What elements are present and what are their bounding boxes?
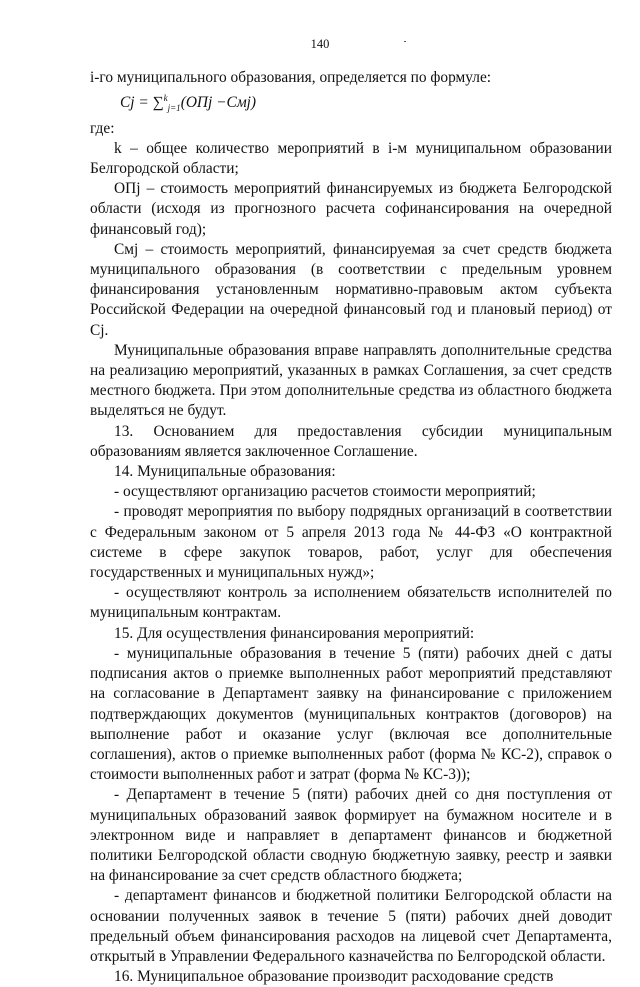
paragraph: 15. Для осуществления финансирования мероприятий:	[114, 624, 475, 642]
paragraph: ОПj – стоимость мероприятий финансируемых из бюджета Белгородской области (исходя из прогнозного расчета софинансирования на очередной финансовый год);	[90, 180, 612, 238]
paragraph: Муниципальные образования вправе направлять дополнительные средства на реализацию мероприятий, указанных в рамках Соглашения, за счет средств местного бюджета. При этом дополнительные средства из областного бюджета выделяться не будут.	[90, 341, 612, 420]
sum-symbol: ∑	[152, 94, 164, 112]
paragraph: 14. Муниципальные образования:	[114, 463, 336, 481]
paragraph: - осуществляют контроль за исполнением обязательств исполнителей по муниципальным контрактам.	[90, 584, 612, 622]
paragraph: 16. Муниципальное образование производит расходование средств	[114, 968, 554, 986]
scan-speck	[404, 41, 406, 42]
document-body	[90, 68, 612, 987]
paragraph: k – общее количество мероприятий в i-м муниципальном образовании Белгородской области;	[90, 139, 612, 178]
paragraph: - осуществляют организацию расчетов стоимости мероприятий;	[114, 483, 536, 501]
intro-line: i-го муниципального образования, определяется по формуле:	[90, 69, 492, 86]
sum-lower-limit: j=1	[167, 103, 181, 114]
paragraph: - Департамент в течение 5 (пяти) рабочих дней со дня поступления от муниципальных образований заявок формирует на бумажном носителе и в электронном виде и направляет в департамент финансов и бюджетной политики Белгородской области сводную бюджетную заявку, реестр и заявки на финансирование за счет средств областного бюджета;	[90, 786, 612, 885]
formula	[90, 88, 612, 118]
paragraph: - проводят мероприятия по выбору подрядных организаций в соответствии с Федеральным законом от 5 апреля 2013 года № 44-ФЗ «О контрактной системе в сфере закупок товаров, работ, услуг для обеспечения государственных и муниципальных нужд»;	[90, 503, 612, 582]
sum-upper-limit: k	[163, 93, 168, 104]
page-number: 140	[310, 37, 330, 51]
paragraph: - муниципальные образования в течение 5 (пяти) рабочих дней с даты подписания актов о приемке выполненных работ мероприятий представляют на согласование в Департамент заявку на финансирование с приложением подтверждающих документов (муниципальных контрактов (договоров) на выполнение работ и оказание услуг (включая все дополнительные соглашения), актов о приемке выполненных работ (форма № КС-2), справок о стоимости выполненных работ и затрат (форма № КС-3));	[90, 644, 612, 784]
paragraph: 13. Основанием для предоставления субсидии муниципальным образованиям является заключенное Соглашение.	[90, 422, 612, 460]
paragraph: Смj – стоимость мероприятий, финансируемая за счет средств бюджета муниципального образования (в соответствии с предельным уровнем финансирования установленным нормативно-правовым актом субъекта Российской Федерации на очередной финансовый год и плановый период) от Cj.	[90, 240, 612, 339]
where-label: где:	[90, 119, 115, 137]
paragraph: - департамент финансов и бюджетной политики Белгородской области на основании полученных заявок в течение 5 (пяти) рабочих дней доводит предельный объем финансирования расходов на лицевой счет Департамента, открытый в Управлении Федерального казначейства по Белгородской области.	[90, 887, 612, 965]
formula-rhs: (ОПj −Смj)	[180, 94, 257, 112]
formula-lhs: Cj =	[120, 94, 153, 112]
